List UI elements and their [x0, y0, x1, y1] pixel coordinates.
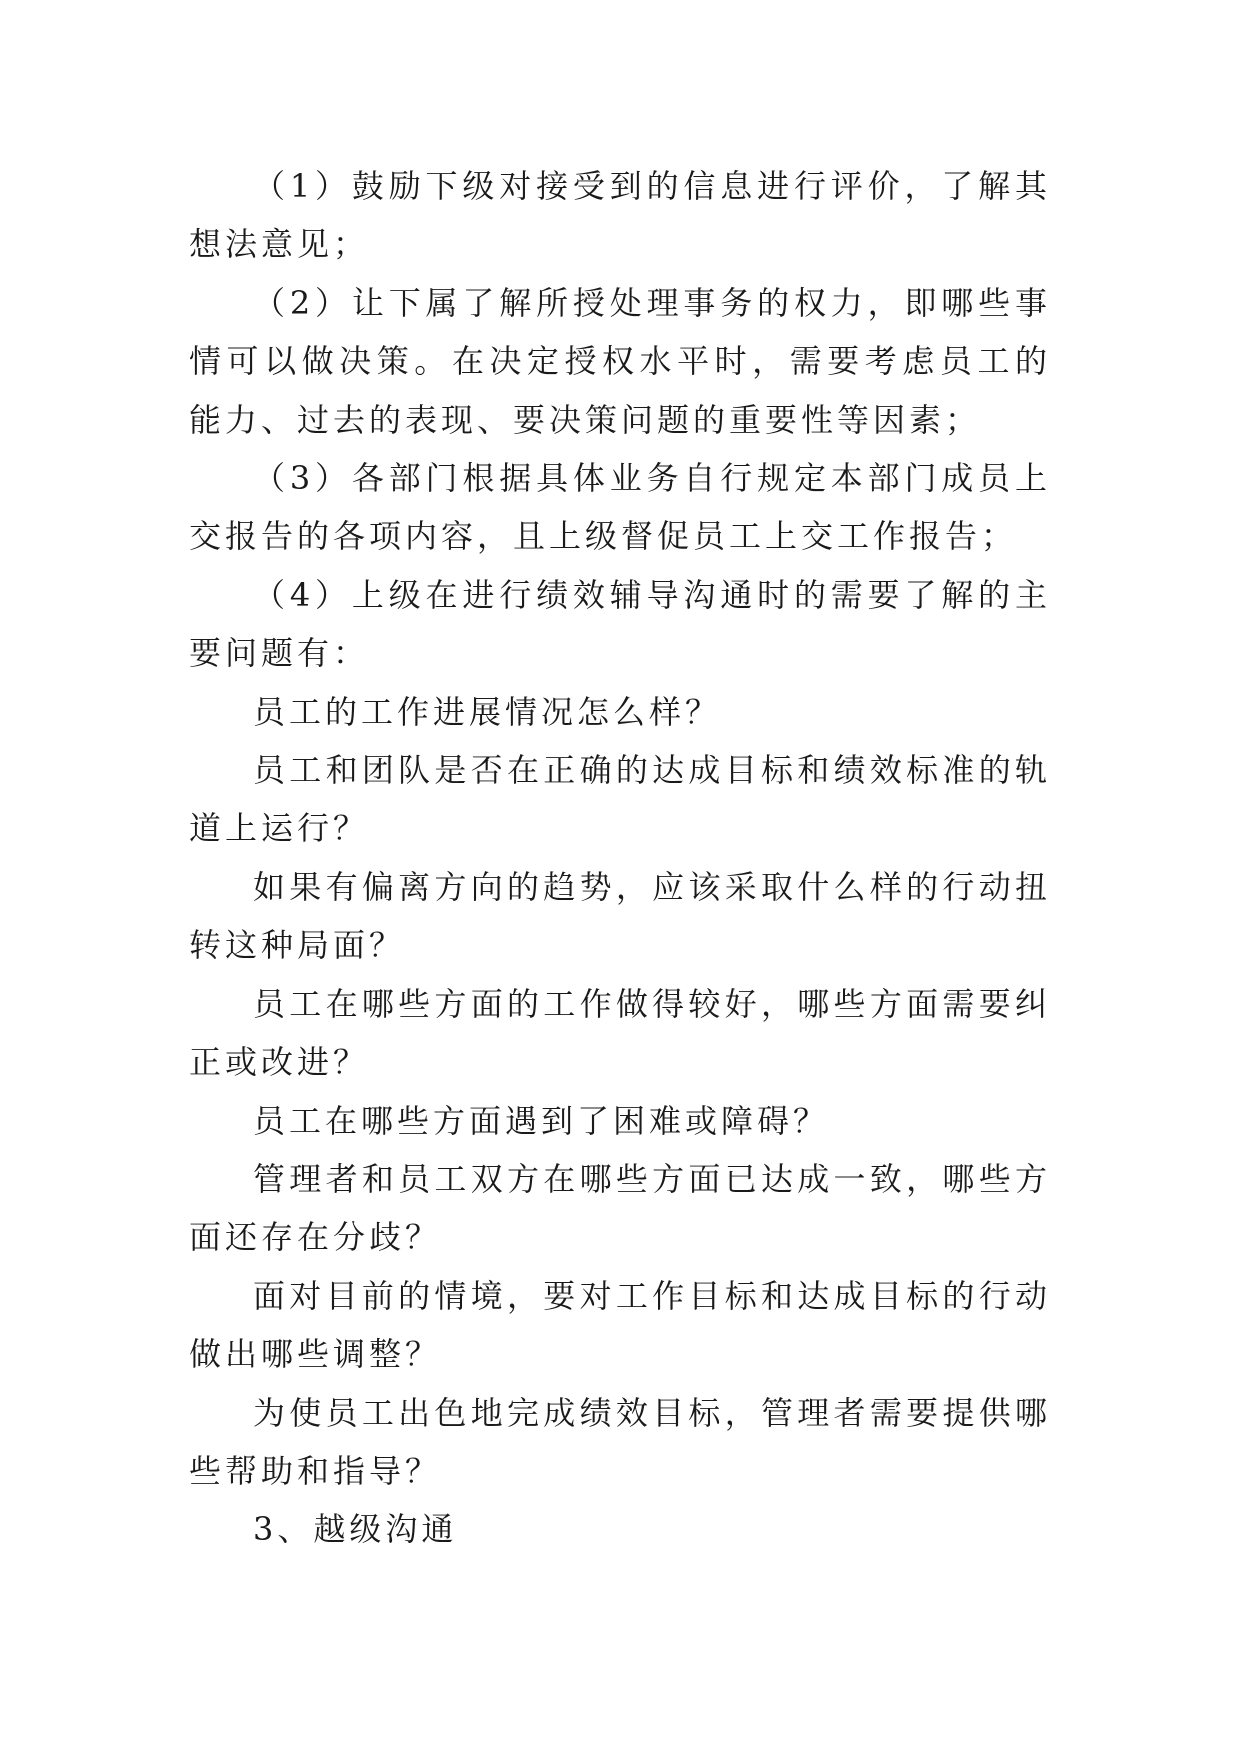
question-item-5: 员工在哪些方面遇到了困难或障碍？ — [253, 1101, 830, 1140]
question-item-4: 员工在哪些方面的工作做得较好，哪些方面需要纠正或改进？ — [189, 984, 1051, 1082]
question-item-1: 员工的工作进展情况怎么样？ — [253, 692, 722, 731]
question-item-6: 管理者和员工双方在哪些方面已达成一致，哪些方面还存在分歧？ — [189, 1159, 1051, 1257]
section-heading: 3、越级沟通 — [253, 1510, 458, 1549]
paragraph-item-3: （3）各部门根据具体业务自行规定本部门成员上交报告的各项内容，且上级督促员工上交工作报告； — [189, 459, 1051, 556]
paragraph-item-4: （4）上级在进行绩效辅导沟通时的需要了解的主要问题有： — [189, 575, 1051, 673]
paragraph-item-2: （2）让下属了解所授处理事务的权力，即哪些事情可以做决策。在决定授权水平时，需要考虑员工的能力、过去的表现、要决策问题的重要性等因素； — [189, 283, 1051, 439]
question-item-3: 如果有偏离方向的趋势，应该采取什么样的行动扭转这种局面？ — [189, 867, 1051, 965]
question-item-8: 为使员工出色地完成绩效目标，管理者需要提供哪些帮助和指导？ — [189, 1393, 1051, 1490]
question-item-2: 员工和团队是否在正确的达成目标和绩效标准的轨道上运行？ — [189, 751, 1051, 848]
document-body — [189, 157, 1051, 1559]
paragraph-item-1: （1）鼓励下级对接受到的信息进行评价，了解其想法意见； — [189, 167, 1051, 264]
question-item-7: 面对目前的情境，要对工作目标和达成目标的行动做出哪些调整？ — [189, 1276, 1051, 1374]
